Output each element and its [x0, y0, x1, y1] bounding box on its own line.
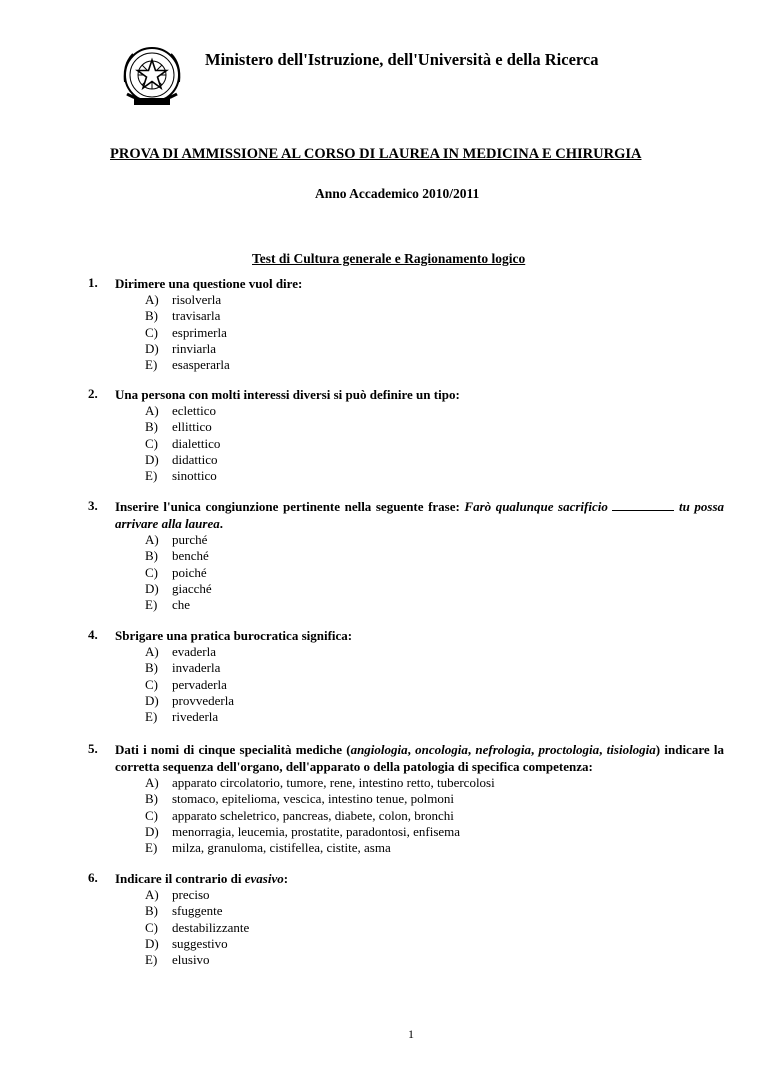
option-c: C) dialettico	[145, 435, 221, 451]
options-list	[88, 644, 724, 725]
option-e: E) milza, granuloma, cistifellea, cistite, asma	[145, 840, 391, 856]
answer-blank	[612, 499, 674, 511]
option-d: D) menorragia, leucemia, prostatite, paradontosi, enfisema	[145, 823, 461, 839]
question-number: 4.	[88, 627, 98, 642]
question-stem: Inserire l'unica congiunzione pertinente nella seguente frase: Farò qualunque sacrificio tu possa arrivare alla laurea.	[115, 499, 725, 531]
question-6	[88, 870, 724, 968]
question-number: 1.	[88, 275, 98, 290]
option-d: D) provvederla	[145, 692, 235, 708]
option-d: D) didattico	[145, 451, 218, 467]
options-list	[88, 532, 724, 613]
question-number: 6.	[88, 870, 98, 885]
option-d: D) giacché	[145, 580, 212, 596]
option-b: B) benché	[145, 548, 209, 564]
option-d: D) rinviarla	[145, 340, 217, 356]
ministry-title: Ministero dell'Istruzione, dell'Università e della Ricerca	[205, 50, 599, 69]
exam-title: PROVA DI AMMISSIONE AL CORSO DI LAUREA IN MEDICINA E CHIRURGIA	[110, 146, 642, 162]
option-c: C) esprimerla	[145, 324, 227, 340]
option-b: B) travisarla	[145, 308, 221, 324]
option-c: C) destabilizzante	[145, 919, 250, 935]
question-number: 5.	[88, 741, 98, 756]
question-number: 2.	[88, 386, 98, 401]
option-b: B) ellittico	[145, 419, 212, 435]
option-a: A) evaderla	[145, 644, 217, 659]
option-b: B) invaderla	[145, 660, 221, 676]
question-stem: Dati i nomi di cinque specialità mediche (angiologia, oncologia, nefrologia, proctologia, tisiologia) indicare la corretta sequenza dell'organo, dell'apparato o della patologia di specifica competenza:	[115, 742, 724, 774]
option-e: E) sinottico	[145, 468, 217, 484]
option-c: C) pervaderla	[145, 676, 227, 692]
academic-year: Anno Accademico 2010/2011	[315, 186, 480, 201]
option-c: C) apparato scheletrico, pancreas, diabete, colon, bronchi	[145, 807, 454, 823]
option-a: A) apparato circolatorio, tumore, rene, intestino retto, tubercolosi	[145, 775, 495, 790]
italian-republic-emblem-icon	[117, 42, 187, 112]
option-a: A) eclettico	[145, 403, 217, 418]
option-b: B) sfuggente	[145, 903, 223, 919]
option-d: D) suggestivo	[145, 935, 228, 951]
question-2	[88, 386, 724, 484]
question-stem: Sbrigare una pratica burocratica significa:	[115, 628, 353, 643]
question-stem: Una persona con molti interessi diversi si può definire un tipo:	[115, 387, 460, 402]
question-number: 3.	[88, 498, 98, 513]
option-e: E) esasperarla	[145, 357, 230, 373]
question-stem: Indicare il contrario di evasivo:	[115, 871, 289, 886]
option-a: A) risolverla	[145, 292, 222, 307]
question-stem: Dirimere una questione vuol dire:	[115, 276, 303, 291]
options-list	[88, 775, 724, 856]
option-e: E) rivederla	[145, 709, 219, 725]
page-number: 1	[408, 1027, 414, 1041]
option-a: A) purché	[145, 532, 208, 547]
section-title: Test di Cultura generale e Ragionamento logico	[252, 251, 526, 266]
option-e: E) che	[145, 597, 191, 613]
option-e: E) elusivo	[145, 952, 210, 968]
question-1	[88, 275, 724, 373]
question-5	[88, 741, 724, 856]
question-4	[88, 627, 724, 725]
options-list	[88, 887, 724, 968]
option-a: A) preciso	[145, 887, 210, 902]
options-list	[88, 292, 724, 373]
option-b: B) stomaco, epitelioma, vescica, intestino tenue, polmoni	[145, 791, 454, 807]
question-3	[88, 498, 724, 613]
options-list	[88, 403, 724, 484]
option-c: C) poiché	[145, 564, 207, 580]
